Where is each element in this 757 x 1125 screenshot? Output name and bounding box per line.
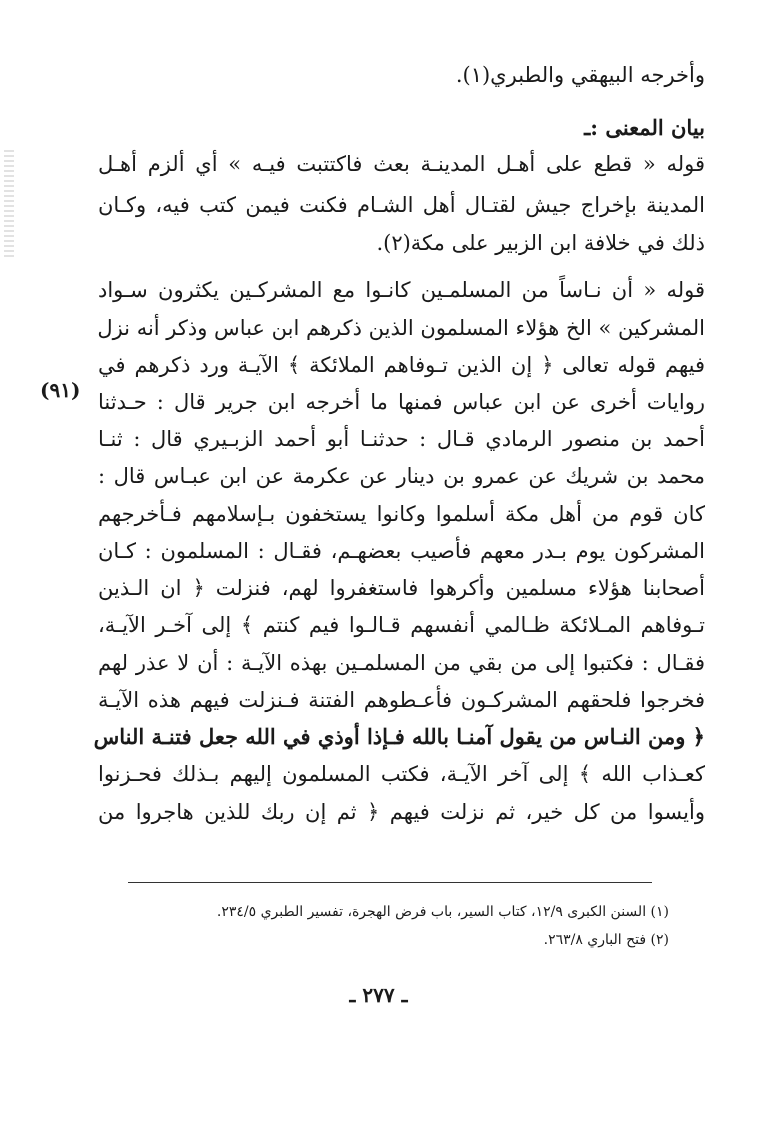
text-line: روايات أخرى عن ابن عباس فمنها ما أخرجه ابن جرير قال : حـدثنا xyxy=(98,390,705,414)
text-line: ذلك في خلافة ابن الزبير على مكة(٢). xyxy=(376,231,705,255)
text-line: فيهم قوله تعالى ﴿ إن الذين تـوفاهم الملائكة ﴾ الآيـة ورد ذكرهم في xyxy=(98,353,705,377)
footnote: (٢) فتح الباري ٢٦٣/٨. xyxy=(543,932,669,948)
text-line: فخرجوا فلحقهم المشركـون فأعـطوهم الفتنة فـنزلت فيهم هذه الآيـة xyxy=(98,688,705,712)
text-line: وأيسوا من كل خير، ثم نزلت فيهم ﴿ ثم إن ربك للذين هاجروا من xyxy=(98,800,705,824)
margin-hadith-number: (٩١) xyxy=(40,378,81,402)
text-line: فقـال : فكتبوا إلى من بقي من المسلمـين بهذه الآيـة : أن لا عذر لهم xyxy=(98,651,705,675)
text-line: أحمد بن منصور الرمادي قـال : حدثنـا أبو أحمد الزبـيري قال : ثنـا xyxy=(98,427,705,451)
scan-edge-mark xyxy=(4,150,14,260)
text-line: وأخرجه البيهقي والطبري(١). xyxy=(455,63,705,87)
text-line: المشركين » الخ هؤلاء المسلمون الذين ذكرهم ابن عباس وذكر أنه نزل xyxy=(97,316,705,340)
text-line: كعـذاب الله ﴾ إلى آخر الآيـة، فكتب المسلمون إليهم بـذلك فحـزنوا xyxy=(98,762,705,786)
text-line: ﴿ ومن النـاس من يقول آمنـا بالله فـإذا أوذي في الله جعل فتنـة الناس xyxy=(93,724,705,749)
text-line: أصحابنا هؤلاء مسلمين وأكرهوا فاستغفروا لهم، فنزلت ﴿ ان الـذين xyxy=(98,576,705,600)
footnote-divider xyxy=(128,882,652,883)
text-line: كان قوم من أهل مكة أسلموا وكانوا يستخفون بـإسلامهم فـأخرجهم xyxy=(98,502,705,526)
text-line: قوله « أن نـاساً من المسلمـين كانـوا مع المشركـين يكثرون سـواد xyxy=(98,278,705,302)
page-number: ـ ٢٧٧ ـ xyxy=(349,983,408,1007)
text-line: المدينة بإخراج جيش لقتـال أهل الشـام فكنت فيمن كتب فيه، وكـان xyxy=(98,193,705,217)
text-line: تـوفاهم المـلائكة ظـالمي أنفسهم قـالـوا فيم كنتم ﴾ إلى آخـر الآيـة، xyxy=(98,613,705,637)
section-heading: بيان المعنى :ـ xyxy=(584,115,705,140)
text-line: المشركون يوم بـدر معهم فأصيب بعضهـم، فقـال : المسلمون : كـان xyxy=(98,539,705,563)
text-line: قوله « قطع على أهـل المدينـة بعث فاكتتبت فيـه » أي ألزم أهـل xyxy=(98,152,705,176)
text-line: محمد بن شريك عن عمرو بن دينار عن عكرمة عن ابن عبـاس قال : xyxy=(98,464,705,488)
footnote: (١) السنن الكبرى ١٢/٩، كتاب السير، باب فرض الهجرة، تفسير الطبري ٢٣٤/٥. xyxy=(216,904,669,920)
